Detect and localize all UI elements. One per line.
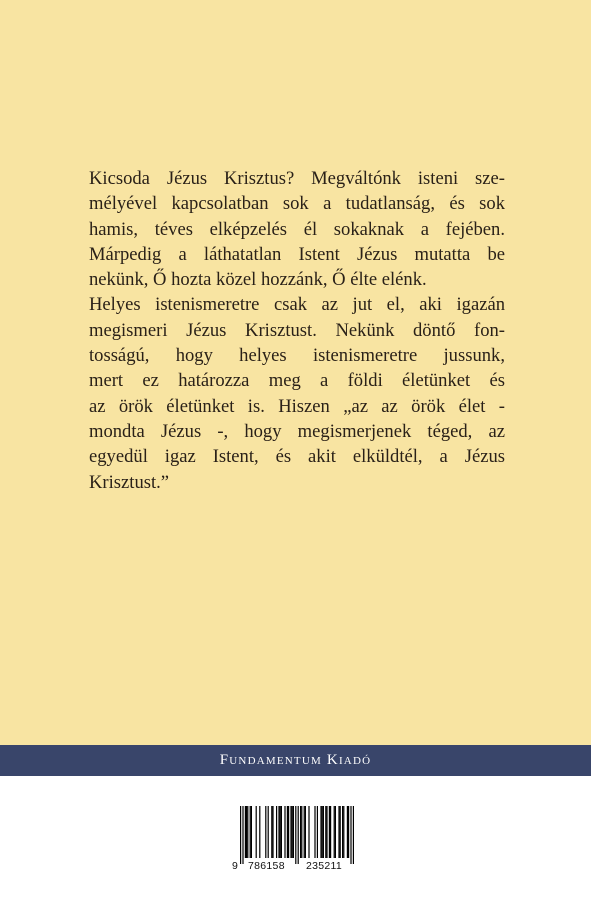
barcode-bar xyxy=(305,806,306,858)
barcode-bar xyxy=(295,806,296,864)
barcode-bar xyxy=(338,806,339,858)
barcode-bar xyxy=(301,806,302,858)
barcode-bar xyxy=(329,806,330,858)
blurb-line: mert ez határozza meg a földi életünket és xyxy=(89,370,505,392)
barcode-bar xyxy=(287,806,288,858)
barcode-bar xyxy=(288,806,289,858)
barcode-bar xyxy=(281,806,282,858)
barcode-bar xyxy=(265,806,266,858)
blurb-line: Márpedig a láthatatlan Istent Jézus mutatta be xyxy=(89,243,505,265)
barcode-bar xyxy=(250,806,251,858)
blurb-line: tosságú, hogy helyes istenismeretre jussunk, xyxy=(89,345,505,367)
barcode-bar xyxy=(347,806,348,858)
barcode-bar xyxy=(251,806,252,858)
blurb-text xyxy=(89,166,505,495)
barcode-bar xyxy=(330,806,331,858)
barcode-bar xyxy=(348,806,349,858)
barcode-bar xyxy=(284,806,285,858)
barcode-bar xyxy=(256,806,257,858)
barcode-bar xyxy=(245,806,246,858)
barcode-bar xyxy=(325,806,326,858)
barcode-digits-left: 786158 xyxy=(248,860,285,872)
blurb-line: mélyével kapcsolatban sok a tudatlanság, és sok xyxy=(89,193,505,215)
barcode-bar xyxy=(308,806,309,858)
barcode-bar xyxy=(350,806,351,864)
barcode-bar xyxy=(320,806,321,858)
barcode-bar xyxy=(334,806,335,858)
barcode-bar xyxy=(342,806,343,858)
blurb-line: hamis, téves elképzelés él sokaknak a fejében. xyxy=(89,218,505,240)
barcode-bar xyxy=(304,806,305,858)
barcode-digit-first: 9 xyxy=(232,860,239,872)
blurb-line: Krisztust.” xyxy=(89,471,170,493)
barcode-bar xyxy=(298,806,299,864)
barcode-bar xyxy=(247,806,248,858)
barcode-bar xyxy=(343,806,344,858)
barcode-bar xyxy=(322,806,323,858)
barcode-bar xyxy=(317,806,318,858)
barcode-bar xyxy=(290,806,291,858)
barcode-digits-right: 235211 xyxy=(306,860,343,872)
barcode-bar xyxy=(240,806,241,864)
barcode-bar xyxy=(323,806,324,858)
blurb-line: nekünk, Ő hozta közel hozzánk, Ő élte elénk. xyxy=(89,269,427,291)
barcode-bar xyxy=(292,806,293,858)
barcode-bar xyxy=(300,806,301,858)
barcode-bar xyxy=(268,806,269,858)
barcode-bar xyxy=(271,806,272,858)
blurb-line: Kicsoda Jézus Krisztus? Megváltónk isteni sze- xyxy=(89,168,505,189)
barcode-bar xyxy=(326,806,327,858)
barcode-bar xyxy=(259,806,260,858)
blurb-line: mondta Jézus -, hogy megismerjenek téged, az xyxy=(89,420,505,442)
publisher-band xyxy=(0,745,591,776)
barcode-bar xyxy=(272,806,273,858)
barcode-bar xyxy=(246,806,247,858)
publisher-name: Fundamentum Kiadó xyxy=(219,752,372,768)
barcode-bar xyxy=(242,806,243,864)
blurb-line: az örök életünket is. Hiszen „az az örök élet - xyxy=(89,395,505,417)
blurb-line: egyedül igaz Istent, és akit elküldtél, a Jézus xyxy=(89,446,505,468)
barcode-bar xyxy=(278,806,279,858)
barcode-bar xyxy=(353,806,354,864)
barcode-bar xyxy=(293,806,294,858)
blurb-line: megismeri Jézus Krisztust. Nekünk döntő fon- xyxy=(89,319,505,341)
barcode-bar xyxy=(340,806,341,858)
blurb-line: Helyes istenismeretre csak az jut el, aki igazán xyxy=(89,294,505,316)
barcode-bar xyxy=(276,806,277,858)
barcode-bar xyxy=(280,806,281,858)
barcode-bar xyxy=(335,806,336,858)
barcode-bars xyxy=(230,804,362,866)
barcode-bar xyxy=(314,806,315,858)
